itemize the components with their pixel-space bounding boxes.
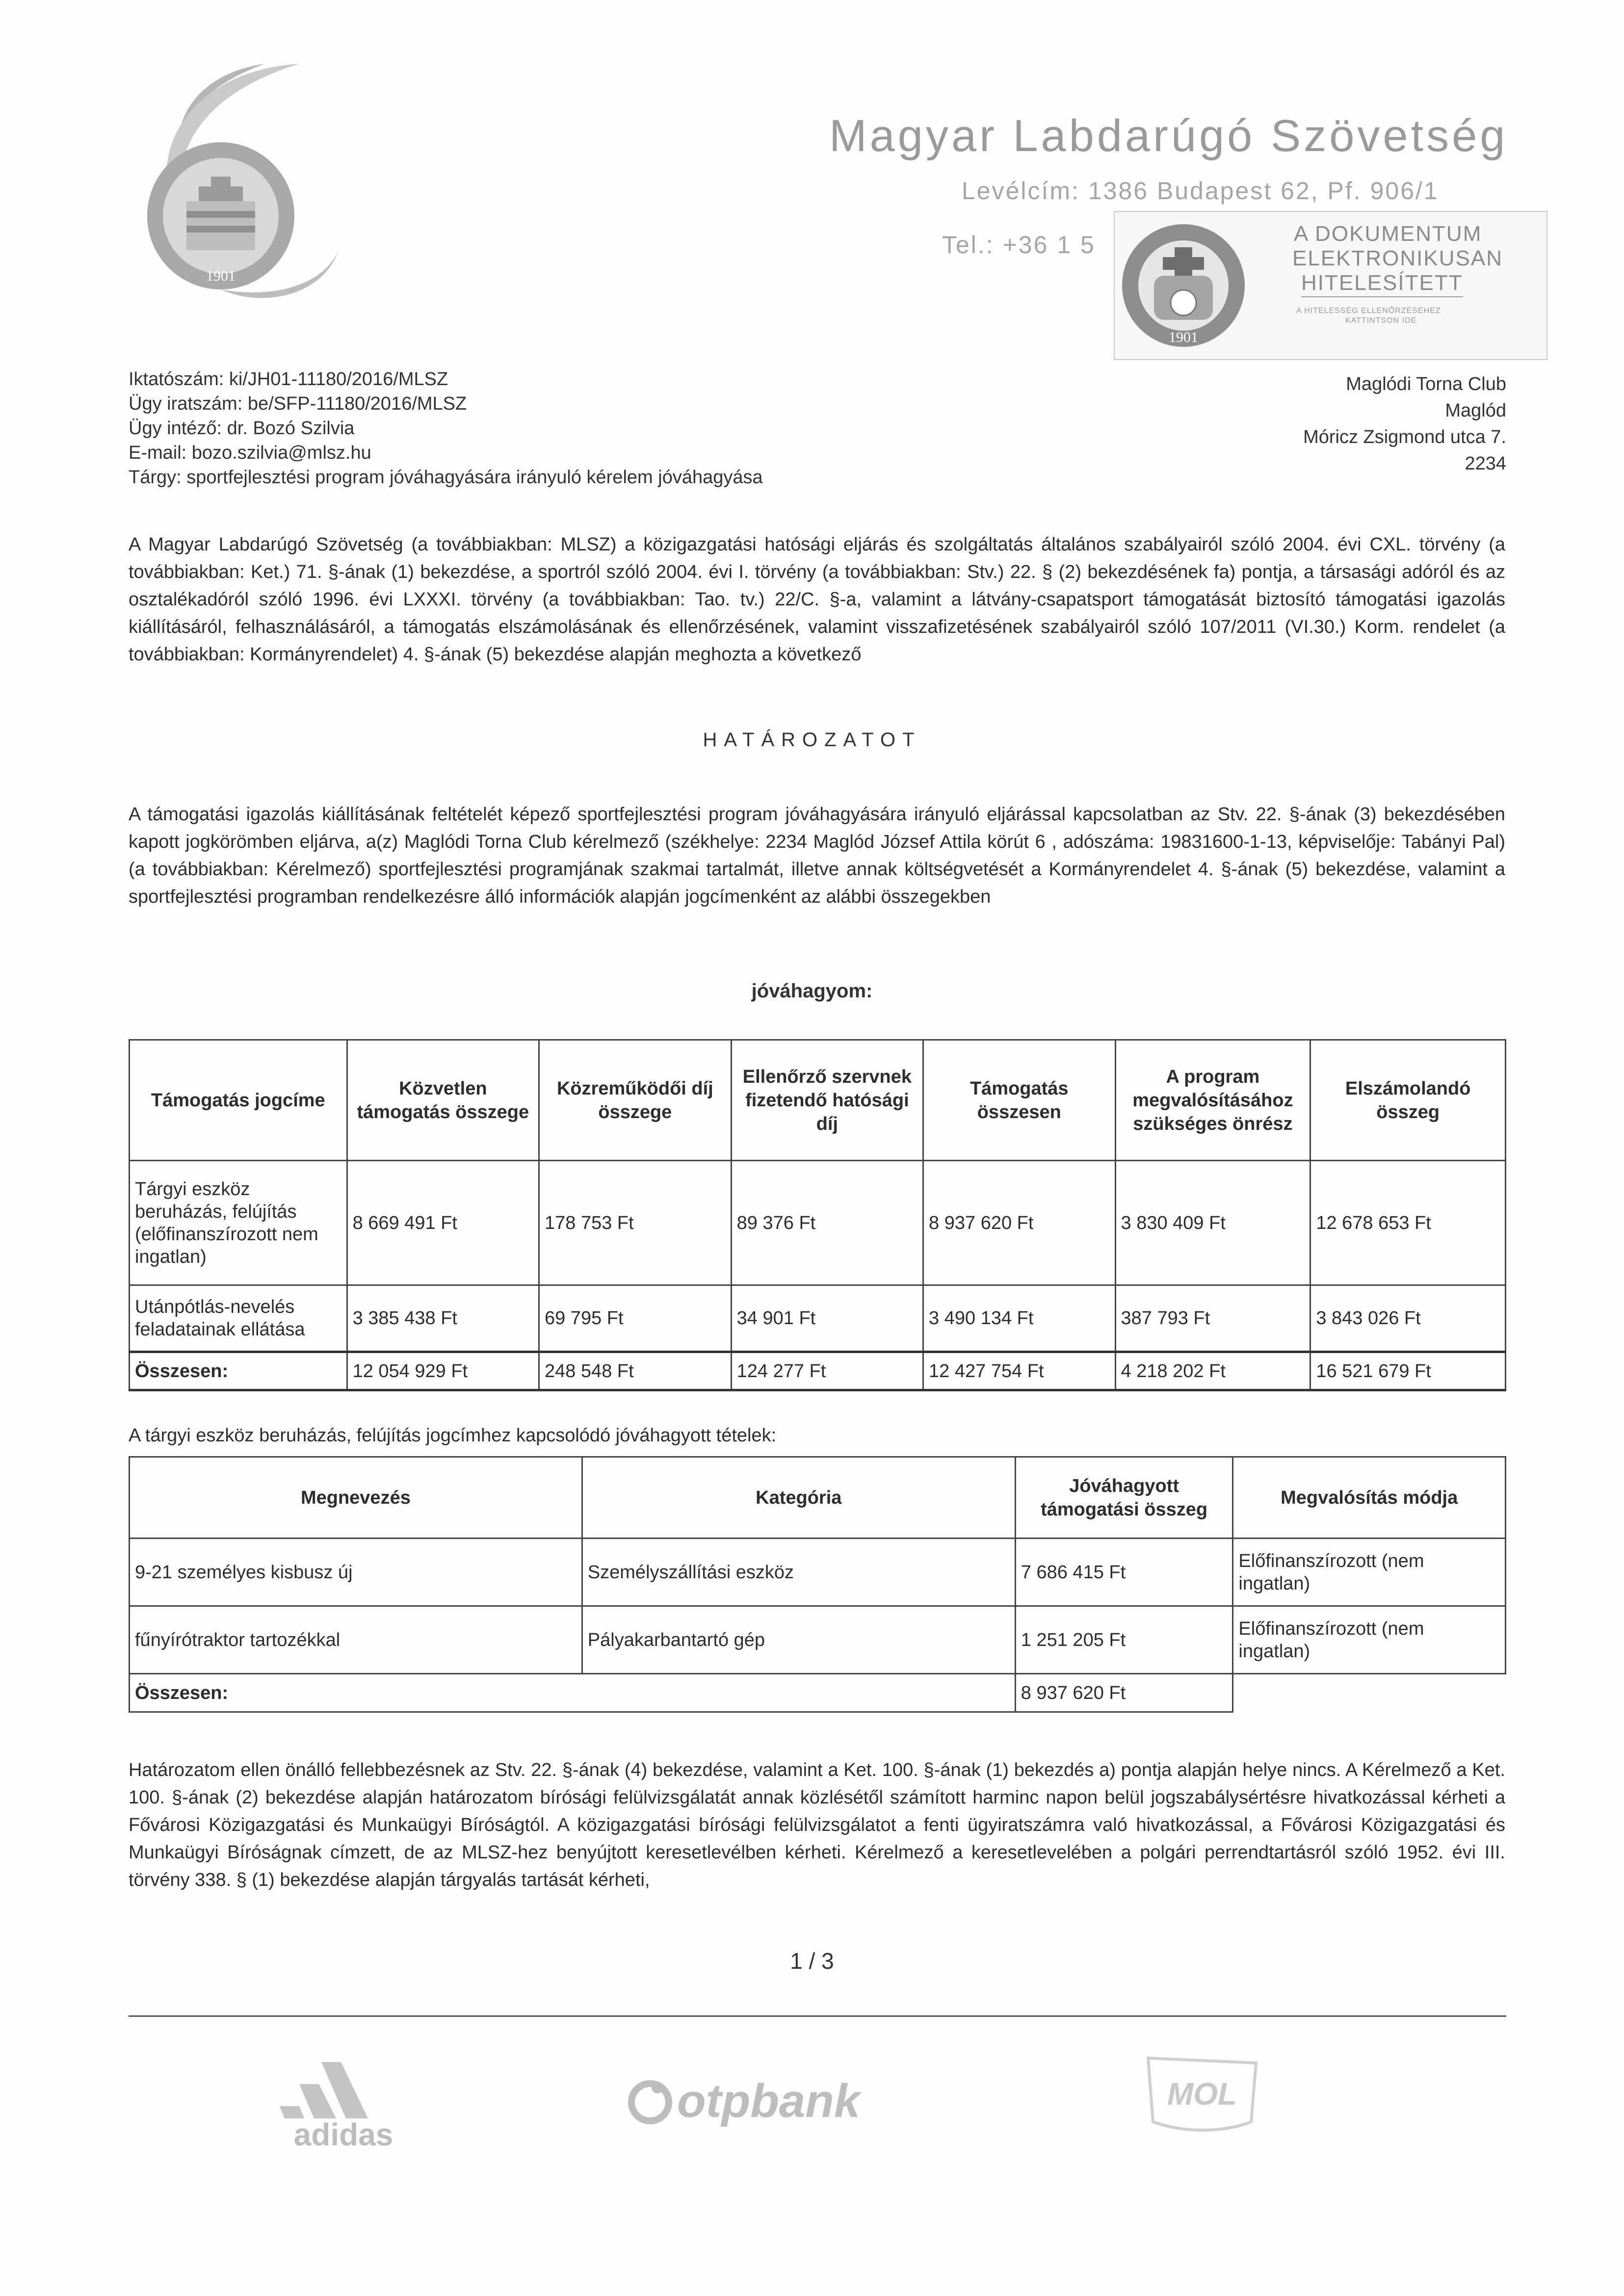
- adidas-text: adidas: [293, 2117, 393, 2152]
- mol-logo: [1128, 2048, 1276, 2151]
- stamp-verify-text[interactable]: A HITELESSÉG ELLENŐRZÉSÉHEZ: [1296, 307, 1441, 315]
- header-cell: Elszámolandó összeg: [1310, 1040, 1506, 1161]
- stamp-text-1: A DOKUMENTUM: [1294, 222, 1482, 246]
- header-cell: Közreműködői díj összege: [539, 1040, 732, 1161]
- header-cell: Közvetlen támogatás összege: [347, 1040, 539, 1161]
- table-cell: 16 521 679 Ft: [1310, 1352, 1506, 1390]
- authentication-stamp[interactable]: [1114, 211, 1547, 360]
- organization-phone: Tel.: +36 1 5: [942, 231, 1096, 259]
- header-cell: Ellenőrző szervnek fizetendő hatósági díj: [731, 1040, 923, 1161]
- decision-heading: HATÁROZATOT: [703, 729, 921, 751]
- mol-text: MOL: [1167, 2076, 1237, 2112]
- recipient-zip: 2234: [1465, 453, 1506, 474]
- decision-paragraph: A támogatási igazolás kiállításának feltételét képező sportfejlesztési program jóváhagyására irányuló eljárással kapcsolatban az Stv. 22. §-ának (3) bekezdésében kapott jogkörömben eljárva, a(z) Maglódi Torna Club kérelmező (székhelye: 2234 Maglód József Attila körút 6 , adószáma: 19831600-1-13, képviselője: Tabányi Pal) (a továbbiakban: Kérelmező) sportfejlesztési programjának szakmai tartalmát, illetve annak költségvetését a Kormányrendelet 4. §-ának (5) bekezdése, valamint a sportfejlesztési programban rendelkezésre álló információk alapján jogcímenként az alábbi összegekben: [129, 804, 1505, 907]
- table-cell: 12 427 754 Ft: [923, 1352, 1115, 1390]
- table-cell: 178 753 Ft: [539, 1161, 732, 1285]
- total-label: Összesen:: [130, 1352, 347, 1390]
- table-header-row: [130, 1457, 1506, 1539]
- table-row: [130, 1285, 1506, 1352]
- table-header-row: [130, 1040, 1506, 1161]
- organization-address: Levélcím: 1386 Budapest 62, Pf. 906/1: [962, 177, 1439, 205]
- table-cell: 69 795 Ft: [539, 1285, 732, 1352]
- page-number: 1 / 3: [790, 1948, 834, 1974]
- appeal-paragraph: Határozatom ellen önálló fellebbezésnek az Stv. 22. §-ának (4) bekezdése, valamint a Ket. 100. §-ának (1) bekezdés a) pontja alapján helye nincs. A Kérelmező a Ket. 100. §-ának (2) bekezdése alapján határozatom bírósági felülvizsgálatát annak közlésétől számított harminc napon belül jogszabálysértésre hivatkozással kérheti a Fővárosi Közigazgatási és Munkaügyi Bíróságtól. A közigazgatási bírósági felülvizsgálatot a fenti ügyiratszámra való hivatkozással, a Fővárosi Közigazgatási és Munkaügyi Bíróságnak címzett, de az MLSZ-hez benyújtott keresetlevélben kérheti. Kérelmező a keresetlevelében a polgári perrendtartásról szóló 1952. évi III. törvény 338. § (1) bekezdése alapján tárgyalás tartását kérheti,: [129, 1760, 1505, 1890]
- header-cell: Megvalósítás módja: [1233, 1457, 1506, 1539]
- filing-number: Iktatószám: ki/JH01-11180/2016/MLSZ: [129, 369, 448, 390]
- table-cell: 3 830 409 Ft: [1115, 1161, 1310, 1285]
- header-cell: Jóváhagyott támogatási összeg: [1015, 1457, 1233, 1539]
- otpbank-text: otpbank: [677, 2075, 861, 2127]
- stamp-text-2: ELEKTRONIKUSAN: [1292, 246, 1503, 270]
- otpbank-logo: [628, 2065, 922, 2134]
- empty-cell: [1233, 1674, 1506, 1712]
- table-cell: Személyszállítási eszköz: [582, 1539, 1015, 1606]
- seal-year: 1901: [1169, 329, 1198, 345]
- table-cell: Tárgyi eszköz beruházás, felújítás (előfinanszírozott nem ingatlan): [130, 1161, 347, 1285]
- table-row: [130, 1161, 1506, 1285]
- table-cell: 9-21 személyes kisbusz új: [130, 1539, 582, 1606]
- table-cell: 4 218 202 Ft: [1115, 1352, 1310, 1390]
- table-cell: 7 686 415 Ft: [1015, 1539, 1233, 1606]
- footer-divider: [129, 2015, 1506, 2017]
- header-cell: Támogatás jogcíme: [130, 1040, 347, 1161]
- intro-paragraph: A Magyar Labdarúgó Szövetség (a továbbiakban: MLSZ) a közigazgatási hatósági eljárás és szolgáltatás általános szabályairól szóló 2004. évi CXL. törvény (a továbbiakban: Ket.) 71. §-ának (1) bekezdése, a sportról szóló 2004. évi I. törvény (a továbbiakban: Stv.) 22. § (2) bekezdésének fa) pontja, a társasági adóról és az osztalékadóról szóló 1996. évi LXXXI. törvény (a továbbiakban: Tao. tv.) 22/C. §-a, valamint a látvány-csapatsport támogatását biztosító támogatási igazolás kiállításáról, felhasználásáról, a támogatás elszámolásának és ellenőrzésének, valamint visszafizetésének szabályairól szóló 107/2011 (VI.30.) Korm. rendelet (a továbbiakban: Kormányrendelet) 4. §-ának (5) bekezdése alapján meghozta a következő: [129, 534, 1505, 665]
- total-label: Összesen:: [130, 1674, 1016, 1712]
- table-cell: Előfinanszírozott (nem ingatlan): [1233, 1539, 1506, 1606]
- table-cell: 387 793 Ft: [1115, 1285, 1310, 1352]
- header-cell: Megnevezés: [130, 1457, 582, 1539]
- table-cell: 3 385 438 Ft: [347, 1285, 539, 1352]
- officer-email: E-mail: bozo.szilvia@mlsz.hu: [129, 443, 371, 463]
- table-cell: 12 054 929 Ft: [347, 1352, 539, 1390]
- table-total-row: [130, 1352, 1506, 1390]
- logo-year: 1901: [206, 268, 236, 284]
- table-cell: 248 548 Ft: [539, 1352, 732, 1390]
- header-cell: A program megvalósításához szükséges önrész: [1115, 1040, 1310, 1161]
- organization-name: Magyar Labdarúgó Szövetség: [829, 111, 1508, 161]
- table-cell: fűnyírótraktor tartozékkal: [130, 1606, 582, 1674]
- table-cell: 3 490 134 Ft: [923, 1285, 1115, 1352]
- table-cell: 8 669 491 Ft: [347, 1161, 539, 1285]
- table-cell: 89 376 Ft: [731, 1161, 923, 1285]
- table-total-row: [130, 1674, 1506, 1712]
- stamp-text-3: HITELESÍTETT: [1301, 271, 1463, 297]
- table-cell: 34 901 Ft: [731, 1285, 923, 1352]
- table-cell: 12 678 653 Ft: [1310, 1161, 1506, 1285]
- table-cell: Pályakarbantartó gép: [582, 1606, 1015, 1674]
- table-cell: 8 937 620 Ft: [923, 1161, 1115, 1285]
- table-row: [130, 1539, 1506, 1606]
- table-cell: 3 843 026 Ft: [1310, 1285, 1506, 1352]
- recipient-name: Maglódi Torna Club: [1346, 374, 1506, 394]
- seal-icon: [1120, 217, 1247, 354]
- case-number: Ügy iratszám: be/SFP-11180/2016/MLSZ: [129, 393, 467, 414]
- table-row: [130, 1606, 1506, 1674]
- table-cell: Előfinanszírozott (nem ingatlan): [1233, 1606, 1506, 1674]
- header-cell: Kategória: [582, 1457, 1015, 1539]
- table-cell: 124 277 Ft: [731, 1352, 923, 1390]
- adidas-logo: [265, 2045, 422, 2153]
- mlsz-logo: [137, 54, 343, 309]
- header-cell: Támogatás összesen: [923, 1040, 1115, 1161]
- case-officer: Ügy intéző: dr. Bozó Szilvia: [129, 418, 355, 439]
- subject-line: Tárgy: sportfejlesztési program jóváhagyására irányuló kérelem jóváhagyása: [129, 467, 763, 488]
- table-cell: 1 251 205 Ft: [1015, 1606, 1233, 1674]
- approved-items-table: [129, 1456, 1506, 1713]
- approval-word: jóváhagyom:: [751, 980, 873, 1002]
- table-cell: 8 937 620 Ft: [1015, 1674, 1233, 1712]
- funding-table: [129, 1039, 1506, 1391]
- table-cell: Utánpótlás-nevelés feladatainak ellátása: [130, 1285, 347, 1352]
- recipient-street: Móricz Zsigmond utca 7.: [1303, 427, 1506, 447]
- recipient-city: Maglód: [1445, 400, 1506, 421]
- stamp-click-text[interactable]: KATTINTSON IDE: [1345, 316, 1417, 325]
- table2-intro: A tárgyi eszköz beruházás, felújítás jogcímhez kapcsolódó jóváhagyott tételek:: [129, 1425, 777, 1446]
